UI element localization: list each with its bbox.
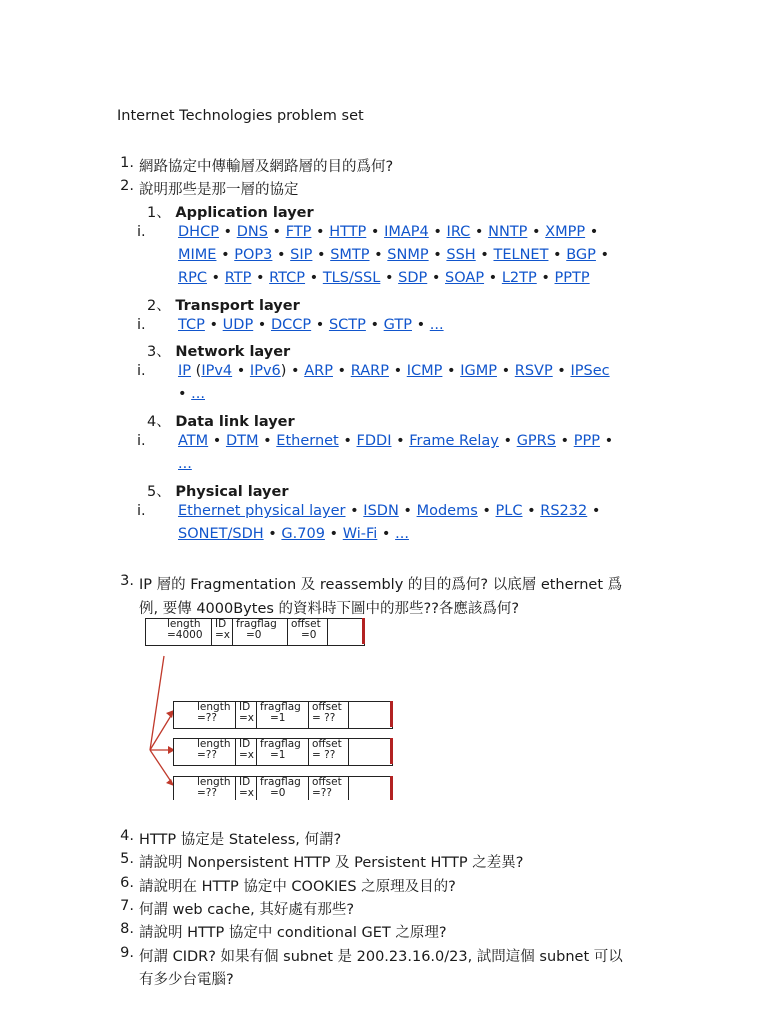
length-field: length =4000 <box>164 619 212 645</box>
layer-number: 2、 <box>147 298 171 314</box>
bullet-separator: • <box>216 247 235 263</box>
protocol-link[interactable]: G.709 <box>281 526 325 542</box>
protocol-link[interactable]: ... <box>395 526 409 542</box>
protocol-link[interactable]: SMTP <box>330 247 370 263</box>
packet-fragment-3 <box>173 776 393 800</box>
protocol-line <box>178 386 205 402</box>
protocol-link[interactable]: PPTP <box>554 270 590 286</box>
protocol-link[interactable]: DNS <box>236 224 268 240</box>
question-text: 說明那些是那一層的協定 <box>139 182 299 198</box>
bullet-separator: • <box>555 433 574 449</box>
packet-end-bar <box>390 701 393 727</box>
protocol-link[interactable]: Ethernet physical layer <box>178 503 346 519</box>
protocol-line <box>178 456 192 472</box>
protocol-link[interactable]: ISDN <box>363 503 399 519</box>
protocol-line <box>178 503 600 519</box>
protocol-line <box>178 526 409 542</box>
fragflag-field: fragflag =0 <box>257 777 309 800</box>
bullet-separator: • <box>324 526 343 542</box>
protocol-link[interactable]: DCCP <box>270 317 312 333</box>
packet-fragment-3-clip <box>173 776 398 800</box>
bullet-separator: • <box>311 317 329 333</box>
protocol-link[interactable]: SDP <box>398 270 428 286</box>
protocol-link[interactable]: DHCP <box>178 224 219 240</box>
protocol-link[interactable]: FTP <box>285 224 312 240</box>
bullet-separator: • <box>552 363 571 379</box>
protocol-link[interactable]: IGMP <box>460 363 497 379</box>
protocol-link[interactable]: SOAP <box>445 270 485 286</box>
bullet-separator: • <box>470 224 489 240</box>
packet-end-bar <box>390 776 393 800</box>
layer-name: Network layer <box>175 344 291 360</box>
bullet-separator: • <box>206 270 225 286</box>
bullet-separator: • <box>365 317 384 333</box>
fragmentation-diagram <box>140 618 400 800</box>
bullet-separator: • <box>204 317 223 333</box>
protocol-link[interactable]: BGP <box>566 247 596 263</box>
protocol-link[interactable]: RTCP <box>269 270 306 286</box>
bullet-separator: • <box>312 247 331 263</box>
id-field: ID =x <box>236 777 257 800</box>
bullet-separator: • <box>263 526 282 542</box>
packet-fragment-1 <box>173 701 393 729</box>
layer-name: Transport layer <box>175 298 300 314</box>
packet-end-bar <box>390 738 393 764</box>
bullet-separator: • <box>475 247 494 263</box>
bullet-separator: • <box>484 270 502 286</box>
bullet-separator: • <box>338 433 357 449</box>
protocol-link[interactable]: SNMP <box>387 247 429 263</box>
protocol-link[interactable]: RSVP <box>514 363 553 379</box>
question-text: HTTP 協定是 Stateless, 何謂? <box>139 832 342 848</box>
bullet-separator: • <box>267 224 286 240</box>
protocol-link[interactable]: SSH <box>446 247 476 263</box>
length-field: length =?? <box>194 777 236 800</box>
question-text: 何謂 CIDR? 如果有個 subnet 是 200.23.16.0/23, 試問這個 subnet 可以 <box>139 949 623 965</box>
protocol-link[interactable]: HTTP <box>329 224 367 240</box>
question-number: 9. <box>120 945 134 961</box>
question-text: 請說明在 HTTP 協定中 COOKIES 之原理及目的? <box>139 879 456 895</box>
bullet-separator: • <box>522 503 541 519</box>
layer-number: 1、 <box>147 205 171 221</box>
bullet-separator: • <box>305 270 323 286</box>
fragflag-field: fragflag =1 <box>257 702 309 728</box>
protocol-link[interactable]: Wi-Fi <box>342 526 378 542</box>
protocol-link[interactable]: RPC <box>178 270 207 286</box>
protocol-link[interactable]: IPSec <box>570 363 610 379</box>
protocol-line <box>178 433 613 449</box>
bullet-separator: • <box>272 247 291 263</box>
protocol-link[interactable]: RARP <box>350 363 389 379</box>
fragflag-field: fragflag =1 <box>257 739 309 765</box>
protocol-link[interactable]: IRC <box>446 224 471 240</box>
protocol-link[interactable]: PLC <box>495 503 523 519</box>
layer-number: 3、 <box>147 344 171 360</box>
length-field: length =?? <box>194 739 236 765</box>
protocol-link[interactable]: IPv4 <box>201 363 233 379</box>
bullet-separator: • <box>366 224 385 240</box>
protocol-line <box>178 247 609 263</box>
length-field: length =?? <box>194 702 236 728</box>
bullet-separator: • <box>369 247 388 263</box>
bullet-separator: • <box>599 433 614 449</box>
protocol-link[interactable]: MIME <box>178 247 217 263</box>
arrow-to-frag3 <box>150 750 172 783</box>
protocol-link[interactable]: GTP <box>383 317 412 333</box>
offset-field: offset =?? <box>309 777 349 800</box>
bullet-separator: • <box>208 433 226 449</box>
question-text: 例, 要傳 4000Bytes 的資料時下圖中的那些??各應該爲何? <box>139 601 520 617</box>
bullet-separator: • <box>411 317 430 333</box>
protocol-link[interactable]: XMPP <box>545 224 586 240</box>
protocol-link[interactable]: IP <box>178 363 192 379</box>
page-title: Internet Technologies problem set <box>117 108 364 124</box>
protocol-link[interactable]: UDP <box>222 317 254 333</box>
protocol-link[interactable]: PPP <box>573 433 600 449</box>
packet-original <box>145 618 365 646</box>
bullet-separator: • <box>380 270 399 286</box>
bullet-separator: • <box>585 224 599 240</box>
bullet-separator: • <box>587 503 601 519</box>
question-number: 4. <box>120 828 134 844</box>
question-number: 2. <box>120 178 134 194</box>
layer-heading <box>147 480 289 501</box>
bullet-separator: • <box>498 433 517 449</box>
protocol-link[interactable]: IPv6 <box>249 363 281 379</box>
question-text: 網路協定中傳輸層及網路層的目的爲何? <box>139 159 394 175</box>
protocol-line <box>178 270 590 286</box>
bullet-separator: • <box>218 224 237 240</box>
bullet-separator: • <box>427 270 446 286</box>
protocol-link[interactable]: POP3 <box>234 247 273 263</box>
fragflag-field: fragflag =0 <box>233 619 288 645</box>
layer-heading <box>147 410 295 431</box>
bullet-separator: • <box>391 433 410 449</box>
protocol-link[interactable]: SCTP <box>328 317 366 333</box>
bullet-separator: • <box>311 224 330 240</box>
protocol-link[interactable]: Ethernet <box>276 433 339 449</box>
question-number: 6. <box>120 875 134 891</box>
layer-name: Application layer <box>175 205 314 221</box>
bullet-separator: • <box>595 247 610 263</box>
question-number: 3. <box>120 573 134 589</box>
layer-number: 4、 <box>147 414 171 430</box>
packet-fragment-2 <box>173 738 393 766</box>
list-marker: i. <box>137 363 146 379</box>
protocol-link[interactable]: ... <box>178 456 192 472</box>
layer-name: Physical layer <box>175 484 289 500</box>
layer-heading <box>147 340 290 361</box>
protocol-link[interactable]: L2TP <box>501 270 537 286</box>
id-field: ID =x <box>236 739 257 765</box>
packet-end-bar <box>362 618 365 644</box>
protocol-link[interactable]: TCP <box>178 317 205 333</box>
layer-heading <box>147 201 314 222</box>
protocol-link[interactable]: NNTP <box>488 224 528 240</box>
bullet-separator: • <box>536 270 555 286</box>
protocol-link[interactable]: TLS/SSL <box>322 270 381 286</box>
protocol-link[interactable]: ICMP <box>406 363 443 379</box>
protocol-link[interactable]: GPRS <box>516 433 556 449</box>
layer-name: Data link layer <box>175 414 295 430</box>
protocol-link[interactable]: ATM <box>178 433 209 449</box>
bullet-separator: • <box>345 503 364 519</box>
id-field: ID =x <box>212 619 233 645</box>
bullet-separator: • <box>178 386 192 402</box>
bullet-separator: • <box>477 503 496 519</box>
bullet-separator: • <box>258 433 277 449</box>
protocol-line <box>178 317 444 333</box>
question-text: 何謂 web cache, 其好處有那些? <box>139 902 355 918</box>
question-number: 1. <box>120 155 134 171</box>
list-marker: i. <box>137 433 146 449</box>
bullet-separator: • <box>398 503 417 519</box>
protocol-link[interactable]: ... <box>429 317 444 333</box>
bullet-separator: • <box>251 270 270 286</box>
layer-heading <box>147 294 300 315</box>
protocol-link[interactable]: SONET/SDH <box>178 526 264 542</box>
bullet-separator: • <box>428 247 447 263</box>
protocol-line <box>178 224 598 240</box>
bullet-separator: • <box>442 363 461 379</box>
question-text: IP 層的 Fragmentation 及 reassembly 的目的爲何? 以底層 ethernet 爲 <box>139 577 623 593</box>
bullet-separator: • <box>548 247 567 263</box>
protocol-link[interactable]: SIP <box>290 247 313 263</box>
connector-line <box>150 656 164 750</box>
list-marker: i. <box>137 317 146 333</box>
list-marker: i. <box>137 224 146 240</box>
question-text: 有多少台電腦? <box>139 972 234 988</box>
bullet-separator: • <box>428 224 447 240</box>
bullet-separator: • <box>377 526 396 542</box>
protocol-link[interactable]: DTM <box>225 433 259 449</box>
bullet-separator: • <box>496 363 515 379</box>
protocol-link[interactable]: IMAP4 <box>384 224 429 240</box>
offset-field: offset = ?? <box>309 739 349 765</box>
layer-number: 5、 <box>147 484 171 500</box>
bullet-separator: • <box>388 363 407 379</box>
bullet-separator: • <box>253 317 271 333</box>
question-text: 請說明 HTTP 協定中 conditional GET 之原理? <box>139 925 447 941</box>
question-number: 8. <box>120 921 134 937</box>
protocol-line: IP (IPv4 • IPv6) • ARP • RARP • ICMP • IGMP • RSVP • IPSec <box>178 363 610 379</box>
protocol-link[interactable]: FDDI <box>356 433 392 449</box>
question-number: 5. <box>120 851 134 867</box>
question-text: 請說明 Nonpersistent HTTP 及 Persistent HTTP 之差異? <box>139 855 524 871</box>
protocol-link[interactable]: RS232 <box>540 503 588 519</box>
protocol-link[interactable]: Modems <box>416 503 478 519</box>
protocol-link[interactable]: TELNET <box>493 247 549 263</box>
list-marker: i. <box>137 503 146 519</box>
protocol-list <box>304 363 609 379</box>
protocol-link[interactable]: Frame Relay <box>409 433 499 449</box>
protocol-link[interactable]: ARP <box>304 363 333 379</box>
offset-field: offset =0 <box>288 619 328 645</box>
protocol-link[interactable]: ... <box>191 386 205 402</box>
bullet-separator: • <box>332 363 351 379</box>
protocol-link[interactable]: RTP <box>224 270 252 286</box>
bullet-separator: • <box>527 224 546 240</box>
id-field: ID =x <box>236 702 257 728</box>
question-number: 7. <box>120 898 134 914</box>
offset-field: offset = ?? <box>309 702 349 728</box>
